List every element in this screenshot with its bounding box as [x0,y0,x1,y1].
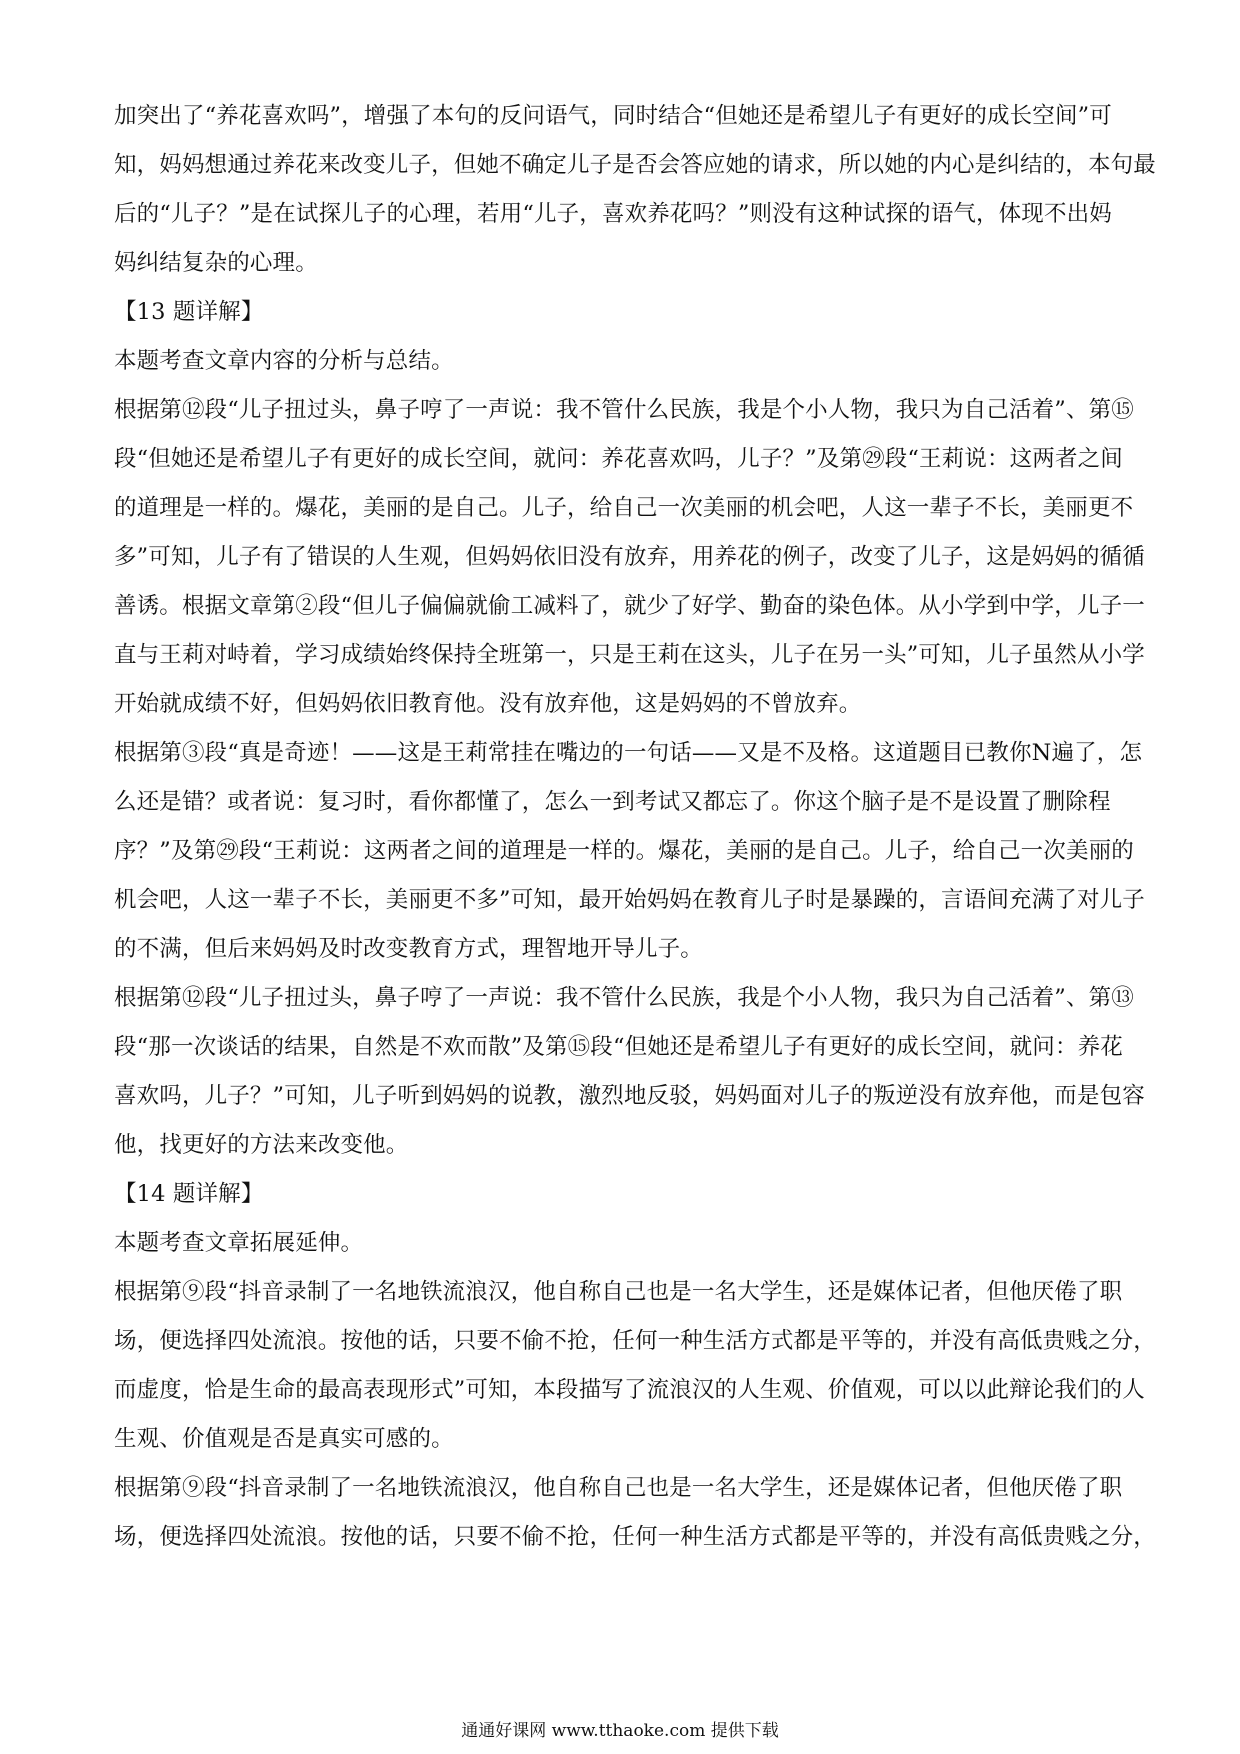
paragraph-line: 知，妈妈想通过养花来改变儿子，但她不确定儿子是否会答应她的请求，所以她的内心是纠结的，本句最 [114,152,1156,178]
paragraph-line: 场，便选择四处流浪。按他的话，只要不偷不抢，任何一种生活方式都是平等的，并没有高低贵贱之分， [114,1328,1156,1354]
paragraph-line: 的不满，但后来妈妈及时改变教育方式，理智地开导儿子。 [114,936,703,962]
paragraph-line: 段“但她还是希望儿子有更好的成长空间，就问：养花喜欢吗，儿子？”及第㉙段“王莉说：这两者之间 [114,446,1123,472]
paragraph-line: 善诱。根据文章第②段“但儿子偏偏就偷工减料了，就少了好学、勤奋的染色体。从小学到中学，儿子一 [114,593,1145,619]
paragraph-line: 根据第⑫段“儿子扭过头，鼻子哼了一声说：我不管什么民族，我是个小人物，我只为自己活着”、第⑮ [114,397,1134,423]
paragraph-line: 喜欢吗，儿子？”可知，儿子听到妈妈的说教，激烈地反驳，妈妈面对儿子的叛逆没有放弃他，而是包容 [114,1083,1145,1109]
paragraph-line: 而虚度，恰是生命的最高表现形式”可知，本段描写了流浪汉的人生观、价值观，可以以此辩论我们的人 [114,1377,1145,1403]
paragraph-line: 后的“儿子？”是在试探儿子的心理，若用“儿子，喜欢养花吗？”则没有这种试探的语气，体现不出妈 [114,201,1112,227]
paragraph-line: 多”可知，儿子有了错误的人生观，但妈妈依旧没有放弃，用养花的例子，改变了儿子，这是妈妈的循循 [114,544,1145,570]
page-footer: 通通好课网 www.tthaoke.com 提供下载 [461,1721,779,1741]
paragraph-line: 直与王莉对峙着，学习成绩始终保持全班第一，只是王莉在这头，儿子在另一头”可知，儿子虽然从小学 [114,642,1145,668]
paragraph-line: 的道理是一样的。爆花，美丽的是自己。儿子，给自己一次美丽的机会吧，人这一辈子不长，美丽更不 [114,495,1134,521]
paragraph-line: 根据第③段“真是奇迹！——这是王莉常挂在嘴边的一句话——又是不及格。这道题目已教你N遍了，怎 [114,740,1143,766]
paragraph-line: 妈纠结复杂的心理。 [114,250,318,276]
paragraph-line: 根据第⑨段“抖音录制了一名地铁流浪汉，他自称自己也是一名大学生，还是媒体记者，但他厌倦了职 [114,1279,1123,1305]
section-heading: 【13 题详解】 [114,299,264,325]
paragraph-line: 本题考查文章内容的分析与总结。 [114,348,454,374]
paragraph-line: 他，找更好的方法来改变他。 [114,1132,409,1158]
paragraph-line: 场，便选择四处流浪。按他的话，只要不偷不抢，任何一种生活方式都是平等的，并没有高低贵贱之分， [114,1524,1156,1550]
paragraph-line: 开始就成绩不好，但妈妈依旧教育他。没有放弃他，这是妈妈的不曾放弃。 [114,691,862,717]
paragraph-line: 根据第⑫段“儿子扭过头，鼻子哼了一声说：我不管什么民族，我是个小人物，我只为自己活着”、第⑬ [114,985,1134,1011]
paragraph-line: 加突出了“养花喜欢吗”，增强了本句的反问语气，同时结合“但她还是希望儿子有更好的成长空间”可 [114,103,1112,129]
paragraph-line: 本题考查文章拓展延伸。 [114,1230,364,1256]
paragraph-line: 根据第⑨段“抖音录制了一名地铁流浪汉，他自称自己也是一名大学生，还是媒体记者，但他厌倦了职 [114,1475,1123,1501]
paragraph-line: 生观、价值观是否是真实可感的。 [114,1426,454,1452]
paragraph-line: 段“那一次谈话的结果，自然是不欢而散”及第⑮段“但她还是希望儿子有更好的成长空间，就问：养花 [114,1034,1123,1060]
document-body [114,92,1156,1562]
paragraph-line: 么还是错？或者说：复习时，看你都懂了，怎么一到考试又都忘了。你这个脑子是不是设置了删除程 [114,789,1111,815]
section-heading: 【14 题详解】 [114,1181,264,1207]
paragraph-line: 序？”及第㉙段“王莉说：这两者之间的道理是一样的。爆花，美丽的是自己。儿子，给自己一次美丽的 [114,838,1134,864]
paragraph-line: 机会吧，人这一辈子不长，美丽更不多”可知，最开始妈妈在教育儿子时是暴躁的，言语间充满了对儿子 [114,887,1145,913]
